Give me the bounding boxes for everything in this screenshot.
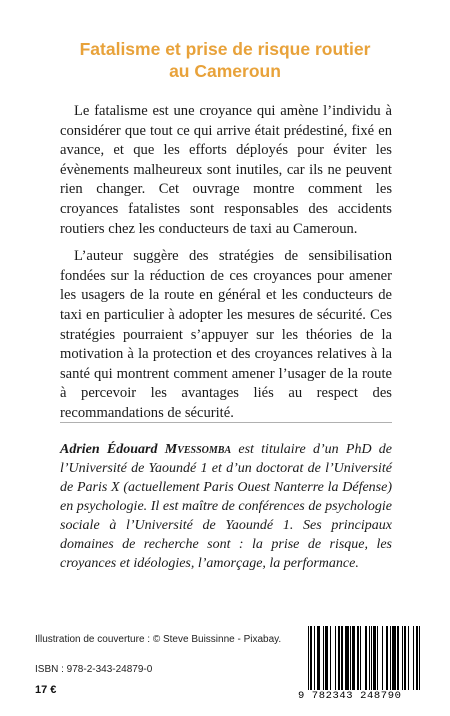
blurb-paragraph-1: Le fatalisme est une croyance qui amène l’individu à considérer que tout ce qui arrive était prédestiné, fixé en avance, et que les efforts déployés pour éviter les évènements malheureux sont inutiles, car ils ne peuvent rien changer. Cet ouvrage montre comment les croyances fatalistes sont responsables des accidents routiers chez les conducteurs de taxi au Cameroun. bbox=[60, 103, 392, 237]
section-divider bbox=[60, 422, 392, 423]
barcode-digits: 9 782343 248790 bbox=[298, 690, 402, 702]
book-title bbox=[40, 38, 410, 82]
book-title-line-2: au Cameroun bbox=[169, 61, 281, 81]
price: 17 € bbox=[35, 684, 57, 696]
cover-credit: Illustration de couverture : © Steve Buissinne - Pixabay. bbox=[35, 634, 282, 645]
author-first-name: Adrien Édouard bbox=[60, 442, 158, 457]
barcode-bars bbox=[308, 626, 422, 690]
author-surname: Mvessomba bbox=[164, 442, 232, 457]
book-title-line-1: Fatalisme et prise de risque routier bbox=[79, 39, 371, 59]
blurb bbox=[60, 102, 392, 424]
barcode bbox=[298, 622, 428, 704]
author-bio-text: est titulaire d’un PhD de l’Université de Yaoundé 1 et d’un doctorat de l’Université de Paris X (actuellement Paris Ouest Nanterre la Défense) en psychologie. Il est maître de conférences de psychologie sociale à l’Université de Yaoundé 1. Ses principaux domaines de recherche sont : la prise de risque, les croyances et idéologies, l’amorçage, la performance. bbox=[60, 442, 393, 571]
author-bio bbox=[60, 440, 392, 573]
blurb-paragraph-2: L’auteur suggère des stratégies de sensibilisation fondées sur la réduction de ces croyances pour amener les usagers de la route en général et les conducteurs de taxi en particulier à adopter les mesures de sécurité. Ces stratégies pourraient s’appuyer sur les théories de la motivation à la protection et des croyances relatives à la santé qui montrent comment amener l’usager de la route à percevoir les avantages liés au respect des recommandations de sécurité. bbox=[60, 248, 392, 421]
isbn: ISBN : 978-2-343-24879-0 bbox=[35, 664, 153, 675]
